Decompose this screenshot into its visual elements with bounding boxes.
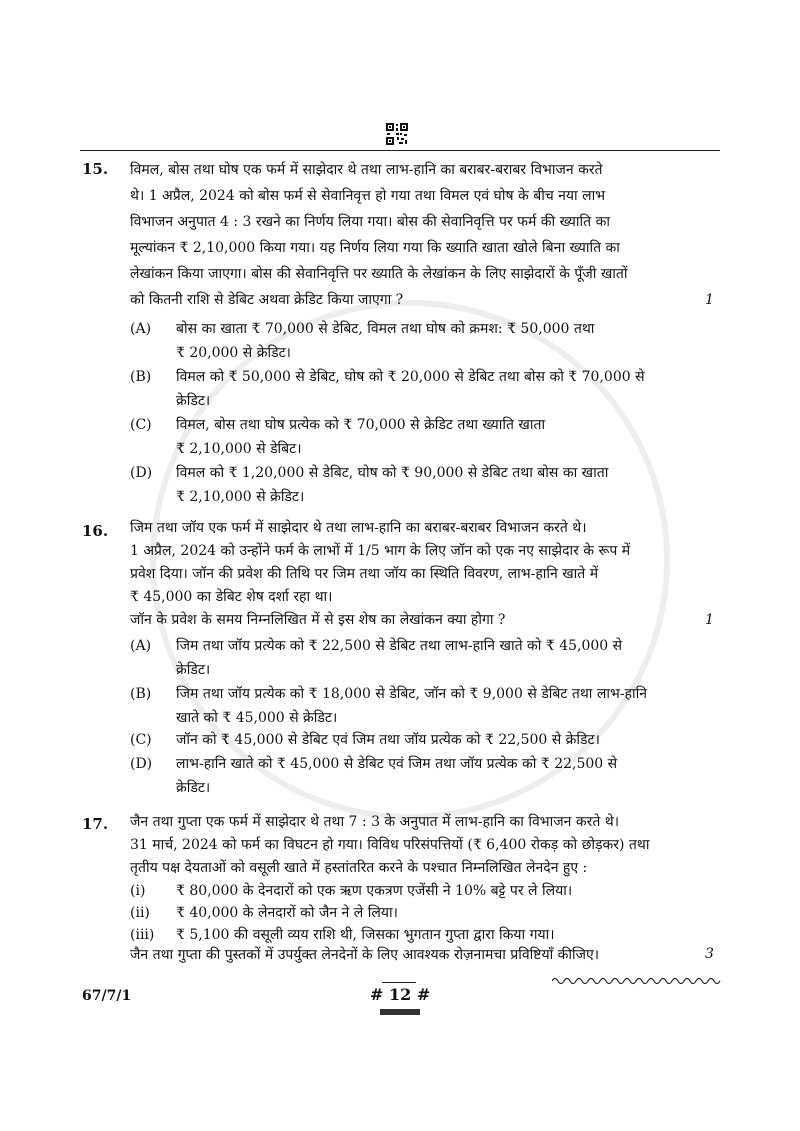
option-label: (B) <box>130 686 152 702</box>
item-label: (iii) <box>130 927 155 943</box>
option-line: बोस का खाता ₹ 70,000 से डेबिट, विमल तथा घोष को क्रमश: ₹ 50,000 तथा <box>176 321 595 337</box>
question-line: मूल्यांकन ₹ 2,10,000 किया गया। यह निर्णय लिया गया कि ख्याति खाता खोले बिना ख्याति का <box>130 240 620 256</box>
question-line: 31 मार्च, 2024 को फर्म का विघटन हो गया। विविध परिसंपत्तियों (₹ 6,400 रोकड़ को छोड़कर) तथा <box>130 837 650 853</box>
question-line: जॉन के प्रवेश के समय निम्नलिखित में से इस शेष का लेखांकन क्या होगा ? <box>130 612 506 628</box>
question-line: 1 अप्रैल, 2024 को उन्होंने फर्म के लाभों में 1/5 भाग के लिए जॉन को एक नए साझेदार के रूप में <box>130 543 631 559</box>
question-line: प्रवेश दिया। जॉन की प्रवेश की तिथि पर जिम तथा जॉय का स्थिति विवरण, लाभ-हानि खाते में <box>130 566 599 582</box>
question-line: जैन तथा गुप्ता एक फर्म में साझेदार थे तथा 7 : 3 के अनुपात में लाभ-हानि का विभाजन करते थे। <box>130 814 620 830</box>
question-number: 16. <box>82 522 109 540</box>
question-line: तृतीय पक्ष देयताओं को वसूली खाते में हस्तांतरित करने के पश्चात निम्नलिखित लेनदेन हुए : <box>130 860 588 876</box>
question-number: 15. <box>82 160 109 178</box>
item-text: ₹ 80,000 के देनदारों को एक ऋण एकत्रण एजेंसी ने 10% बट्टे पर ले लिया। <box>176 883 573 899</box>
option-label: (C) <box>130 417 152 433</box>
question-text <box>130 157 683 313</box>
option-line: जिम तथा जॉय प्रत्येक को ₹ 22,500 से डेबिट तथा लाभ-हानि खाते को ₹ 45,000 से <box>176 638 623 654</box>
option-label: (B) <box>130 369 152 385</box>
qr-code-icon <box>385 122 409 146</box>
question-line: ₹ 45,000 का डेबिट शेष दर्शा रहा था। <box>130 589 333 605</box>
question-line: को कितनी राशि से डेबिट अथवा क्रेडिट किया जाएगा ? <box>130 292 404 308</box>
option-line: क्रेडिट। <box>176 662 211 678</box>
option-label: (D) <box>130 465 153 481</box>
question-text <box>130 811 683 880</box>
footer-bar <box>380 1009 420 1015</box>
option-line: विमल को ₹ 1,20,000 से डेबिट, घोष को ₹ 90,000 से डेबिट तथा बोस का खाता <box>176 465 609 481</box>
option-line: खाते को ₹ 45,000 से क्रेडिट। <box>176 710 338 726</box>
item-label: (i) <box>130 883 146 899</box>
question-closing: जैन तथा गुप्ता की पुस्तकों में उपर्युक्त लेनदेनों के लिए आवश्यक रोज़नामचा प्रविष्टियाँ कीजिए। <box>130 947 600 963</box>
option-line: जॉन को ₹ 45,000 से डेबिट एवं जिम तथा जॉय प्रत्येक को ₹ 22,500 से क्रेडिट। <box>176 732 600 748</box>
option-line: ₹ 20,000 से क्रेडिट। <box>176 345 291 361</box>
paper-code: 67/7/1 <box>82 988 132 1004</box>
option-line: क्रेडिट। <box>176 393 211 409</box>
question-marks: 1 <box>705 612 714 628</box>
question-marks: 3 <box>705 946 714 962</box>
end-wavy-line <box>552 975 722 987</box>
question-line: थे। 1 अप्रैल, 2024 को बोस फर्म से सेवानिवृत्त हो गया तथा विमल एवं घोष के बीच नया लाभ <box>130 188 606 204</box>
question-text <box>130 517 683 632</box>
question-line: विभाजन अनुपात 4 : 3 रखने का निर्णय लिया गया। बोस की सेवानिवृत्ति पर फर्म की ख्याति का <box>130 214 610 230</box>
question-line: लेखांकन किया जाएगा। बोस की सेवानिवृत्ति पर ख्याति के लेखांकन के लिए साझेदारों के पूँजी खातों <box>130 266 628 282</box>
option-line: जिम तथा जॉय प्रत्येक को ₹ 18,000 से डेबिट, जॉन को ₹ 9,000 से डेबिट तथा लाभ-हानि <box>176 686 648 702</box>
option-line: विमल को ₹ 50,000 से डेबिट, घोष को ₹ 20,000 से डेबिट तथा बोस को ₹ 70,000 से <box>176 369 645 385</box>
header-rule <box>80 150 720 151</box>
item-text: ₹ 40,000 के लेनदारों को जैन ने ले लिया। <box>176 905 398 921</box>
footer-rule <box>382 982 416 983</box>
option-line: विमल, बोस तथा घोष प्रत्येक को ₹ 70,000 से क्रेडिट तथा ख्याति खाता <box>176 417 546 433</box>
option-line: लाभ-हानि खाते को ₹ 45,000 से डेबिट एवं जिम तथा जॉय प्रत्येक को ₹ 22,500 से <box>176 756 618 772</box>
option-line: ₹ 2,10,000 से डेबिट। <box>176 441 302 457</box>
option-label: (A) <box>130 638 152 654</box>
option-label: (A) <box>130 321 152 337</box>
option-label: (D) <box>130 756 153 772</box>
option-line: क्रेडिट। <box>176 780 211 796</box>
item-text: ₹ 5,100 की वसूली व्यय राशि थी, जिसका भुगतान गुप्ता द्वारा किया गया। <box>176 927 555 943</box>
item-label: (ii) <box>130 905 150 921</box>
question-line: विमल, बोस तथा घोष एक फर्म में साझेदार थे तथा लाभ-हानि का बराबर-बराबर विभाजन करते <box>130 162 603 178</box>
option-label: (C) <box>130 732 152 748</box>
option-line: ₹ 2,10,000 से क्रेडिट। <box>176 489 305 505</box>
question-line: जिम तथा जॉय एक फर्म में साझेदार थे तथा लाभ-हानि का बराबर-बराबर विभाजन करते थे। <box>130 520 587 536</box>
question-number: 17. <box>82 815 109 833</box>
question-marks: 1 <box>705 292 714 308</box>
page-number: # 12 # <box>370 985 431 1004</box>
